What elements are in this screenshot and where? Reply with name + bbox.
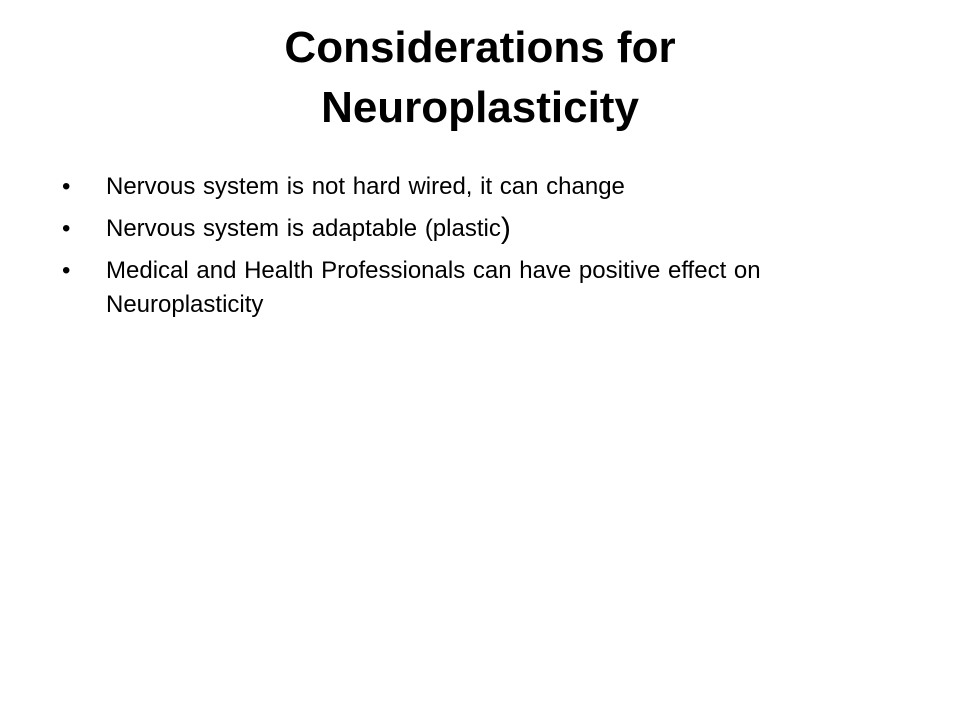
- bullet-text-3: Medical and Health Professionals can have positive effect on Neuroplasticity: [106, 257, 761, 318]
- bullet-icon: •: [62, 173, 71, 200]
- bullet-item-2: [62, 212, 912, 246]
- bullet-text-1: Nervous system is not hard wired, it can change: [106, 173, 625, 200]
- bullet-list: [62, 170, 912, 330]
- slide-title: [80, 18, 880, 138]
- bullet-item-1: [62, 170, 912, 204]
- closing-parenthesis: ): [500, 212, 511, 245]
- bullet-item-3: [62, 254, 912, 322]
- bullet-icon: •: [62, 215, 71, 242]
- slide-title-line-1: Considerations for: [284, 23, 676, 72]
- slide-title-line-2: Neuroplasticity: [321, 83, 639, 132]
- bullet-icon: •: [62, 257, 71, 284]
- bullet-text-2: Nervous system is adaptable (plastic: [106, 215, 501, 242]
